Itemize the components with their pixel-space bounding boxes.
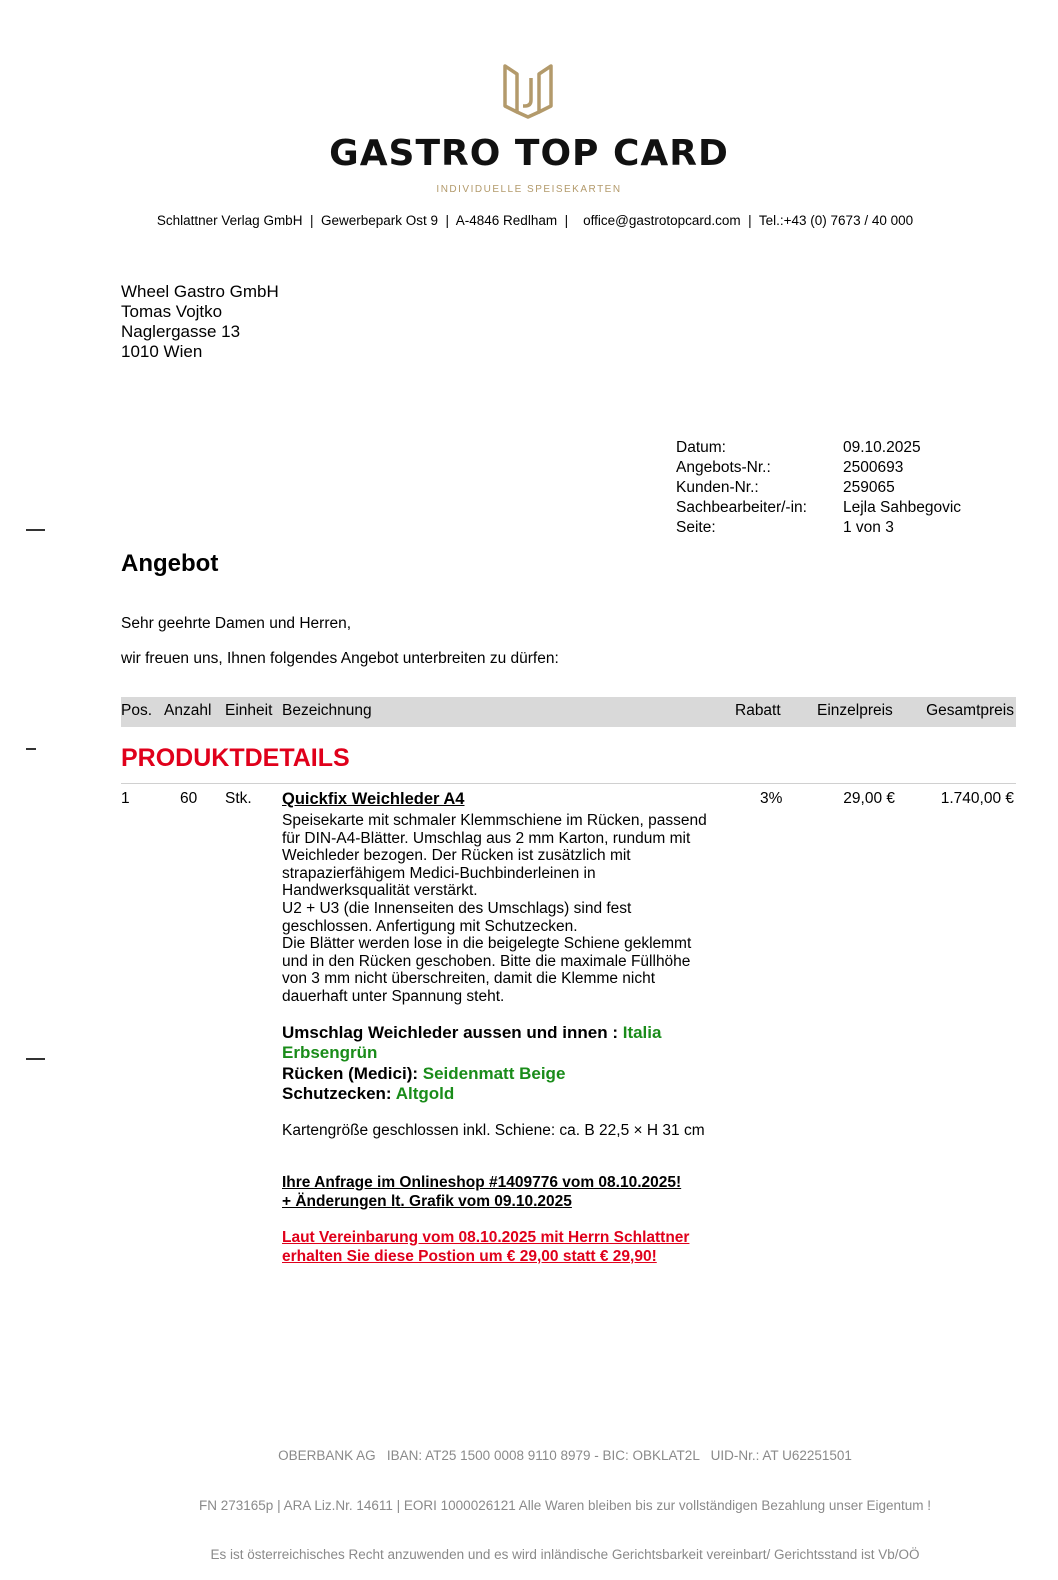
meta-label: Datum: bbox=[676, 439, 726, 456]
item-unit-price: 29,00 € bbox=[843, 790, 895, 807]
item-description-block bbox=[282, 790, 732, 1266]
footer-law-line: Es ist österreichisches Recht anzuwenden und es wird inländische Gerichtsbarkeit vereinbart/ Gerichtsstand ist Vb/OÖ bbox=[210, 1547, 920, 1562]
description-line: und in den Rücken geschoben. Bitte die maximale Füllhöhe bbox=[282, 952, 691, 970]
meta-value: Lejla Sahbegovic bbox=[843, 499, 962, 516]
col-header-pos: Pos. bbox=[121, 702, 153, 719]
brand-name: GASTRO TOP CARD bbox=[329, 133, 729, 174]
description-line: für DIN-A4-Blätter. Umschlag aus 2 mm Karton, rundum mit bbox=[282, 829, 691, 847]
description-line: U2 + U3 (die Innenseiten des Umschlags) sind fest bbox=[282, 899, 632, 917]
price-agreement-note bbox=[282, 1228, 732, 1266]
product-name: Quickfix Weichleder A4 bbox=[282, 790, 465, 808]
brand-tagline: INDIVIDUELLE SPEISEKARTEN bbox=[436, 184, 622, 195]
spec-corners-value: Altgold bbox=[395, 1084, 455, 1104]
spec-cover bbox=[282, 1023, 732, 1044]
inquiry-note-line: + Änderungen lt. Grafik vom 09.10.2025 bbox=[282, 1192, 572, 1210]
meta-label: Kunden-Nr.: bbox=[676, 479, 759, 496]
spec-spine-label: Rücken (Medici): bbox=[282, 1063, 423, 1083]
inquiry-note-line: Ihre Anfrage im Onlineshop #1409776 vom 08.10.2025! bbox=[282, 1173, 682, 1191]
meta-label: Angebots-Nr.: bbox=[676, 459, 771, 476]
spec-corners-label: Schutzecken: bbox=[282, 1084, 396, 1104]
description-line: dauerhaft unter Spannung steht. bbox=[282, 987, 505, 1005]
item-total-price: 1.740,00 € bbox=[940, 790, 1014, 807]
product-description bbox=[282, 812, 732, 1006]
description-line: von 3 mm nicht überschreiten, damit die Klemme nicht bbox=[282, 970, 656, 988]
recipient-street: Naglergasse 13 bbox=[121, 322, 241, 341]
description-line: Speisekarte mit schmaler Klemmschiene im Rücken, passend bbox=[282, 812, 707, 829]
offer-meta bbox=[676, 438, 961, 538]
item-unit: Stk. bbox=[225, 790, 252, 807]
legal-footer bbox=[0, 1415, 1058, 1580]
punch-mark bbox=[26, 748, 36, 750]
greeting: Sehr geehrte Damen und Herren, bbox=[121, 615, 352, 632]
meta-row-offer-number bbox=[676, 458, 961, 478]
price-note-line: Laut Vereinbarung vom 08.10.2025 mit Herrn Schlattner bbox=[282, 1228, 690, 1246]
inquiry-note bbox=[282, 1173, 732, 1211]
meta-label: Seite: bbox=[676, 519, 716, 536]
price-note-line: erhalten Sie diese Postion um € 29,00 statt € 29,90! bbox=[282, 1247, 657, 1265]
meta-row-clerk bbox=[676, 498, 961, 518]
col-header-anzahl: Anzahl bbox=[164, 702, 212, 719]
item-discount: 3% bbox=[760, 790, 783, 807]
intro-text: wir freuen uns, Ihnen folgendes Angebot unterbreiten zu dürfen: bbox=[121, 650, 559, 667]
description-line: strapazierfähigem Medici-Buchbinderleinen in bbox=[282, 864, 596, 882]
description-line: Handwerksqualität verstärkt. bbox=[282, 882, 478, 900]
meta-label: Sachbearbeiter/-in: bbox=[676, 499, 807, 516]
description-line: Weichleder bezogen. Der Rücken ist zusätzlich mit bbox=[282, 847, 631, 865]
col-header-gesamtpreis: Gesamtpreis bbox=[926, 702, 1014, 719]
col-header-bezeichnung: Bezeichnung bbox=[282, 702, 372, 719]
meta-value: 259065 bbox=[843, 479, 895, 496]
book-logo-icon bbox=[499, 62, 557, 120]
recipient-company: Wheel Gastro GmbH bbox=[121, 282, 279, 301]
spec-corners bbox=[282, 1084, 732, 1105]
product-specs bbox=[282, 1023, 732, 1105]
card-size: Kartengröße geschlossen inkl. Schiene: ca. B 22,5 × H 31 cm bbox=[282, 1121, 705, 1139]
recipient-address bbox=[121, 282, 279, 362]
meta-value: 09.10.2025 bbox=[843, 439, 921, 456]
sender-contact-line: Schlattner Verlag GmbH | Gewerbepark Ost 9 | A-4846 Redlham | office@gastrotopcard.com | Tel.:+43 (0) 7673 / 40 000 bbox=[156, 213, 914, 228]
footer-bank-line: OBERBANK AG IBAN: AT25 1500 0008 9110 8979 - BIC: OBKLAT2L UID-Nr.: AT U62251501 bbox=[278, 1448, 852, 1463]
table-header bbox=[121, 697, 1016, 727]
description-line: Die Blätter werden lose in die beigelegte Schiene geklemmt bbox=[282, 935, 692, 953]
spec-cover-label: Umschlag Weichleder aussen und innen : bbox=[282, 1022, 623, 1042]
meta-row-date bbox=[676, 438, 961, 458]
meta-row-customer-number bbox=[676, 478, 961, 498]
spec-spine-value: Seidenmatt Beige bbox=[422, 1063, 566, 1083]
col-header-einheit: Einheit bbox=[225, 702, 273, 719]
section-divider bbox=[121, 783, 1016, 784]
meta-row-page bbox=[676, 518, 961, 538]
spec-spine bbox=[282, 1064, 732, 1085]
document-title: Angebot bbox=[121, 550, 219, 577]
meta-value: 1 von 3 bbox=[843, 519, 894, 536]
spec-cover-value-continued: Erbsengrün bbox=[282, 1043, 378, 1063]
item-pos: 1 bbox=[121, 790, 130, 807]
item-quantity: 60 bbox=[180, 790, 198, 807]
spec-cover-value: Italia bbox=[622, 1022, 662, 1042]
col-header-rabatt: Rabatt bbox=[735, 702, 781, 719]
description-line: geschlossen. Anfertigung mit Schutzecken. bbox=[282, 917, 578, 935]
recipient-city: 1010 Wien bbox=[121, 342, 203, 361]
fold-mark bbox=[26, 1058, 45, 1060]
footer-registry-line: FN 273165p | ARA Liz.Nr. 14611 | EORI 1000026121 Alle Waren bleiben bis zur vollständigen Bezahlung unser Eigentum ! bbox=[199, 1497, 931, 1513]
section-heading: PRODUKTDETAILS bbox=[121, 744, 350, 772]
fold-mark bbox=[26, 529, 45, 531]
recipient-name: Tomas Vojtko bbox=[121, 302, 223, 321]
col-header-einzelpreis: Einzelpreis bbox=[817, 702, 893, 719]
meta-value: 2500693 bbox=[843, 459, 904, 476]
